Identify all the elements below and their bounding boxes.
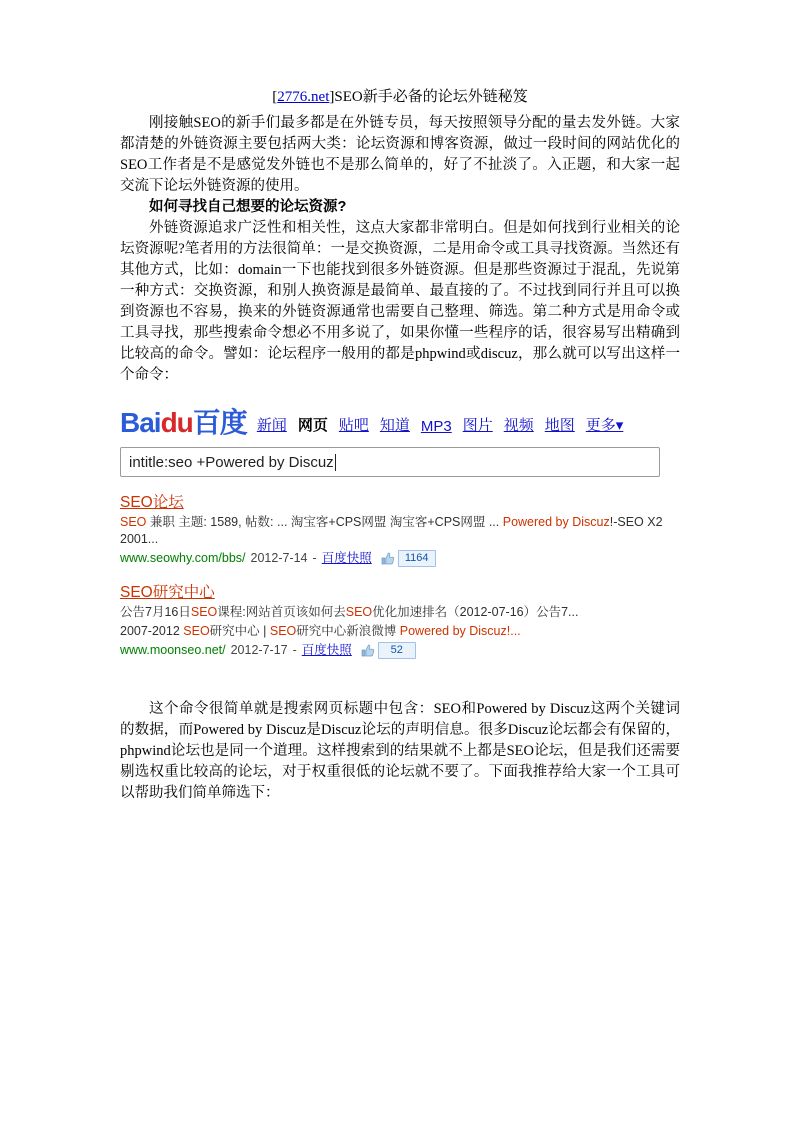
snippet-keyword: SEO (190, 605, 218, 619)
snippet-keyword-2: SEO (345, 605, 373, 619)
result-date: 2012-7-14 (250, 551, 308, 565)
result-vote[interactable] (361, 642, 416, 659)
snippet-line1-a: 公告7月16日 (120, 605, 191, 619)
title-bracket-close: ] (329, 89, 335, 105)
search-result-item (120, 493, 680, 567)
nav-item-maps[interactable]: 地图 (544, 417, 575, 434)
baidu-logo[interactable] (120, 408, 247, 438)
result-title-link[interactable]: SEO研究中心 (120, 584, 215, 601)
result-meta (120, 550, 680, 567)
vote-count: 52 (378, 642, 416, 659)
baidu-header (120, 404, 666, 438)
nav-item-zhidao[interactable]: 知道 (379, 417, 410, 434)
title-text: SEO新手必备的论坛外链秘笈 (334, 89, 528, 105)
snippet-line2-c: 研究中心新浪微博 (296, 624, 400, 638)
baidu-nav (257, 414, 623, 438)
result-meta (120, 642, 680, 659)
snippet-keyword-4: SEO (269, 624, 297, 638)
meta-separator: - (292, 643, 297, 657)
snippet-powered-by: Powered by Discuz!... (399, 624, 521, 638)
snippet-text-tail: !-SEO X2 2001... (120, 515, 663, 546)
snippet-line1-c: 优化加速排名（2012-07-16）公告7... (372, 605, 579, 619)
snippet-line2-b: 研究中心 | (209, 624, 270, 638)
snippet-text: 兼职 主题: 1589, 帖数: ... 淘宝客+CPS网盟 淘宝客+CPS网盟 ... (146, 515, 503, 529)
snippet-keyword-3: SEO (183, 624, 210, 638)
snippet-keyword: SEO (120, 515, 147, 529)
snippet-line2-a: 2007-2012 (120, 624, 184, 638)
search-row (120, 447, 666, 477)
search-input-value: intitle:seo +Powered by Discuz (129, 453, 334, 471)
thumbs-up-icon (361, 644, 375, 657)
search-result-item (120, 583, 680, 659)
result-snippet-line2 (120, 623, 680, 640)
result-snippet (120, 604, 680, 621)
thumbs-up-icon (381, 552, 395, 565)
search-results (120, 493, 680, 659)
logo-part-bai: Bai (120, 407, 161, 438)
vote-count: 1164 (398, 550, 436, 567)
nav-item-images[interactable]: 图片 (462, 417, 493, 434)
result-url: www.moonseo.net/ (120, 643, 226, 657)
nav-item-more[interactable]: 更多▾ (585, 417, 624, 434)
result-vote[interactable] (381, 550, 436, 567)
snippet-powered-by: Powered by Discuz (502, 515, 610, 529)
result-title-link[interactable]: SEO论坛 (120, 494, 184, 511)
nav-item-web[interactable]: 网页 (297, 417, 328, 434)
text-caret (335, 454, 336, 471)
source-link[interactable]: 2776.net (277, 89, 330, 105)
result-date: 2012-7-17 (230, 643, 288, 657)
page-title (120, 88, 680, 107)
nav-item-video[interactable]: 视频 (503, 417, 534, 434)
paragraph-1: 刚接触SEO的新手们最多都是在外链专员，每天按照领导分配的量去发外链。大家都清楚的外链资源主要包括两大类：论坛资源和博客资源，做过一段时间的网站优化的SEO工作者是不是感觉发外链也不是那么简单的，好了不扯淡了。入正题，和大家一起交流下论坛外链资源的使用。 (120, 115, 680, 194)
result-cache-link[interactable]: 百度快照 (301, 643, 352, 657)
search-input[interactable] (120, 447, 660, 477)
nav-item-news[interactable]: 新闻 (256, 417, 287, 434)
nav-item-mp3[interactable]: MP3 (420, 418, 452, 435)
result-url: www.seowhy.com/bbs/ (120, 551, 246, 565)
paragraph-3: 这个命令很简单就是搜索网页标题中包含：SEO和Powered by Discuz这两个关键词的数据，而Powered by Discuz是Discuz论坛的声明信息。很多Discuz论坛都会有保留的，phpwind论坛也是同一个道理。这样搜索到的结果就不上都是SEO论坛，但是我们还需要剔选权重比较高的论坛，对于权重很低的论坛就不要了。下面我推荐给大家一个工具可以帮助我们简单筛选下： (120, 701, 680, 801)
paragraph-2: 外链资源追求广泛性和相关性，这点大家都非常明白。但是如何找到行业相关的论坛资源呢?笔者用的方法很简单：一是交换资源，二是用命令或工具寻找资源。当然还有其他方式，比如：domain一下也能找到很多外链资源。但是那些资源过于混乱，先说第一种方式：交换资源，和别人换资源是最简单、最直接的了。不过找到同行并且可以换到资源也不容易，换来的外链资源通常也需要自己整理、筛选。第二种方式是用命令或工具寻找，那些搜索命令想必不用多说了，如果你懂一些程序的话，很容易写出精确到比较高的命令。譬如：论坛程序一般用的都是phpwind或discuz，那么就可以写出这样一个命令： (120, 220, 680, 383)
logo-part-cn: 百度 (192, 407, 247, 438)
baidu-search-screenshot (120, 404, 666, 659)
title-bracket-open: [ (272, 89, 278, 105)
snippet-line1-b: 课程:网站首页该如何去 (217, 605, 346, 619)
nav-item-tieba[interactable]: 贴吧 (338, 417, 369, 434)
logo-part-du: du (160, 407, 193, 438)
result-snippet (120, 514, 680, 548)
section-heading: 如何寻找自己想要的论坛资源? (149, 199, 347, 215)
result-cache-link[interactable]: 百度快照 (321, 551, 372, 565)
meta-separator: - (312, 551, 317, 565)
